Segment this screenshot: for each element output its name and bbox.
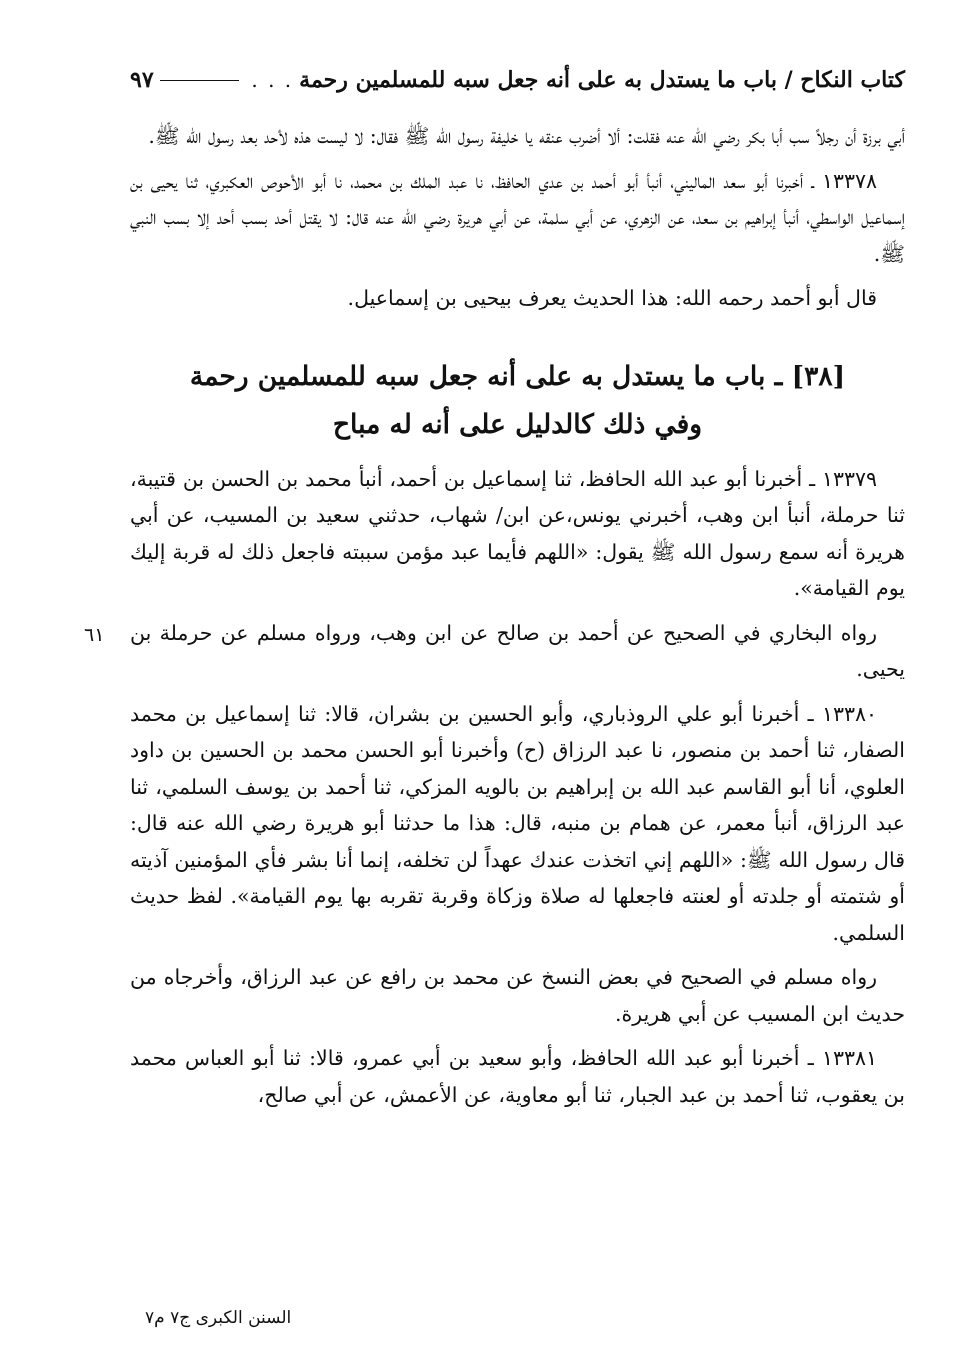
running-header-title: كتاب النكاح / باب ما يستدل به على أنه جعل سبه للمسلمين رحمة <box>299 67 905 93</box>
running-header <box>130 60 905 100</box>
hadith-13381: ١٣٣٨١ ـ أخبرنا أبو عبد الله الحافظ، وأبو سعيد بن أبي عمرو، قالا: ثنا أبو العباس محمد بن يعقوب، ثنا أحمد بن عبد الجبار، ثنا أبو معاوية، عن الأعمش، عن أبي صالح، <box>130 1046 905 1107</box>
commentary-muslim: رواه مسلم في الصحيح في بعض النسخ عن محمد بن رافع عن عبد الرزاق، وأخرجاه من حديث ابن المسيب عن أبي هريرة. <box>130 965 905 1026</box>
hadith-13378: ١٣٣٧٨ ـ أخبرنا أبو سعد الماليني، أنبأ أبو أحمد بن عدي الحافظ، نا عبد الملك بن محمد، نا أبو الأحوص العكبري، ثنا يحيى بن إسماعيل الواسطي، أنبأ إبراهيم بن سعد، عن الزهري، عن أبي سلمة، عن أبي هريرة رضي الله عنه قال: لا يقتل أحد بسب أحد إلا بسب النبي ﷺ. <box>130 168 905 266</box>
hadith-13379: ١٣٣٧٩ ـ أخبرنا أبو عبد الله الحافظ، ثنا إسماعيل بن أحمد، أنبأ محمد بن الحسن بن قتيبة، ثنا حرملة، أنبأ ابن وهب، أخبرني يونس،عن ابن/ شهاب، حدثني سعيد بن المسيب، عن أبي هريرة أنه سمع رسول الله ﷺ يقول: «اللهم فأيما عبد مؤمن سببته فاجعل ذلك له قربة إليك يوم القيامة». <box>130 466 905 600</box>
commentary-abu-ahmad: قال أبو أحمد رحمه الله: هذا الحديث يعرف بيحيى بن إسماعيل. <box>347 286 877 310</box>
page-number: ٩٧ <box>130 67 154 93</box>
footer-signature: السنن الكبرى ج٧ م٧ <box>145 1308 292 1328</box>
page-body <box>130 118 905 1121</box>
section-heading-line-2: وفي ذلك كالدليل على أنه له مباح <box>332 408 703 440</box>
section-heading <box>130 353 905 449</box>
margin-reference-number: ٦١ <box>84 624 105 646</box>
hadith-13380: ١٣٣٨٠ ـ أخبرنا أبو علي الروذباري، وأبو الحسين بن بشران، قالا: ثنا إسماعيل بن محمد الصفار، ثنا أحمد بن منصور، نا عبد الرزاق (ح) وأخبرنا أبو الحسن محمد بن الحسين بن داود العلوي، أنا أبو القاسم عبد الله بن إبراهيم بن بالويه المزكي، ثنا أحمد بن يوسف السلمي، ثنا عبد الرزاق، أنبأ معمر، عن همام بن منبه، قال: هذا ما حدثنا أبو هريرة رضي الله عنه قال: قال رسول الله ﷺ: «اللهم إني اتخذت عندك عهداً لن تخلفه، إنما أنا بشر فأي المؤمنين آذيته أو شتمته أو جلدته أو لعنته فاجعلها له صلاة وزكاة وقربة تقربه بها يوم القيامة». لفظ حديث السلمي. <box>130 701 905 945</box>
section-heading-line-1: [٣٨] ـ باب ما يستدل به على أنه جعل سبه للمسلمين رحمة <box>189 360 846 392</box>
running-header-rule <box>160 80 240 81</box>
paragraph-continuation: أبي برزة أن رجلاً سب أبا بكر رضي الله عنه فقلت: ألا أضرب عنقه يا خليفة رسول الله ﷺ فقال: لا ليست هذه لأحد بعد رسول الله ﷺ. <box>148 124 905 148</box>
commentary-bukhari: رواه البخاري في الصحيح عن أحمد بن صالح عن ابن وهب، ورواه مسلم عن حرملة بن يحيى. <box>130 620 905 681</box>
running-header-dots: . . . <box>251 68 294 92</box>
